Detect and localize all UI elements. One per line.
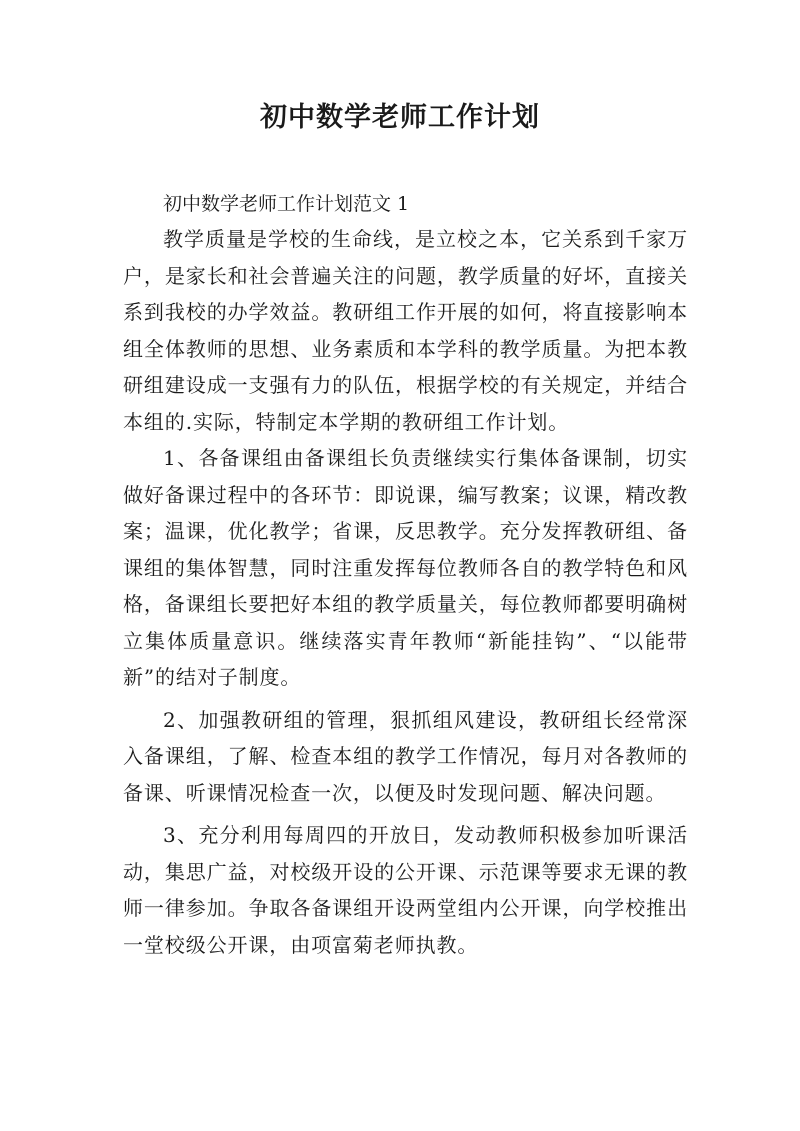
document-body <box>123 188 688 963</box>
document-subtitle: 初中数学老师工作计划范文 1 <box>163 193 410 215</box>
paragraph-item-1: 1、各备课组由备课组长负责继续实行集体备课制，切实做好备课过程中的各环节：即说课，编写教案；议课，精改教案；温课，优化教学；省课，反思教学。充分发挥教研组、备课组的集体智慧，同时注重发挥每位教师各自的教学特色和风格，备课组长要把好本组的教学质量关，每位教师都要明确树立集体质量意识。继续落实青年教师“新能挂钩”、“以能带新”的结对子制度。 <box>123 446 688 689</box>
document-title: 初中数学老师工作计划 <box>260 102 540 133</box>
paragraph-intro: 教学质量是学校的生命线，是立校之本，它关系到千家万户，是家长和社会普遍关注的问题，教学质量的好坏，直接关系到我校的办学效益。教研组工作开展的如何，将直接影响本组全体教师的思想、业务素质和本学科的教学质量。为把本教研组建设成一支强有力的队伍，根据学校的有关规定，并结合本组的.实际，特制定本学期的教研组工作计划。 <box>123 227 688 434</box>
paragraph-item-2: 2、加强教研组的管理，狠抓组风建设，教研组长经常深入备课组，了解、检查本组的教学工作情况，每月对各教师的备课、听课情况检查一次，以便及时发现问题、解决问题。 <box>123 707 688 805</box>
paragraph-item-3: 3、充分利用每周四的开放日，发动教师积极参加听课活动，集思广益，对校级开设的公开课、示范课等要求无课的教师一律参加。争取各备课组开设两堂组内公开课，向学校推出一堂校级公开课，由项富菊老师执教。 <box>123 823 688 957</box>
